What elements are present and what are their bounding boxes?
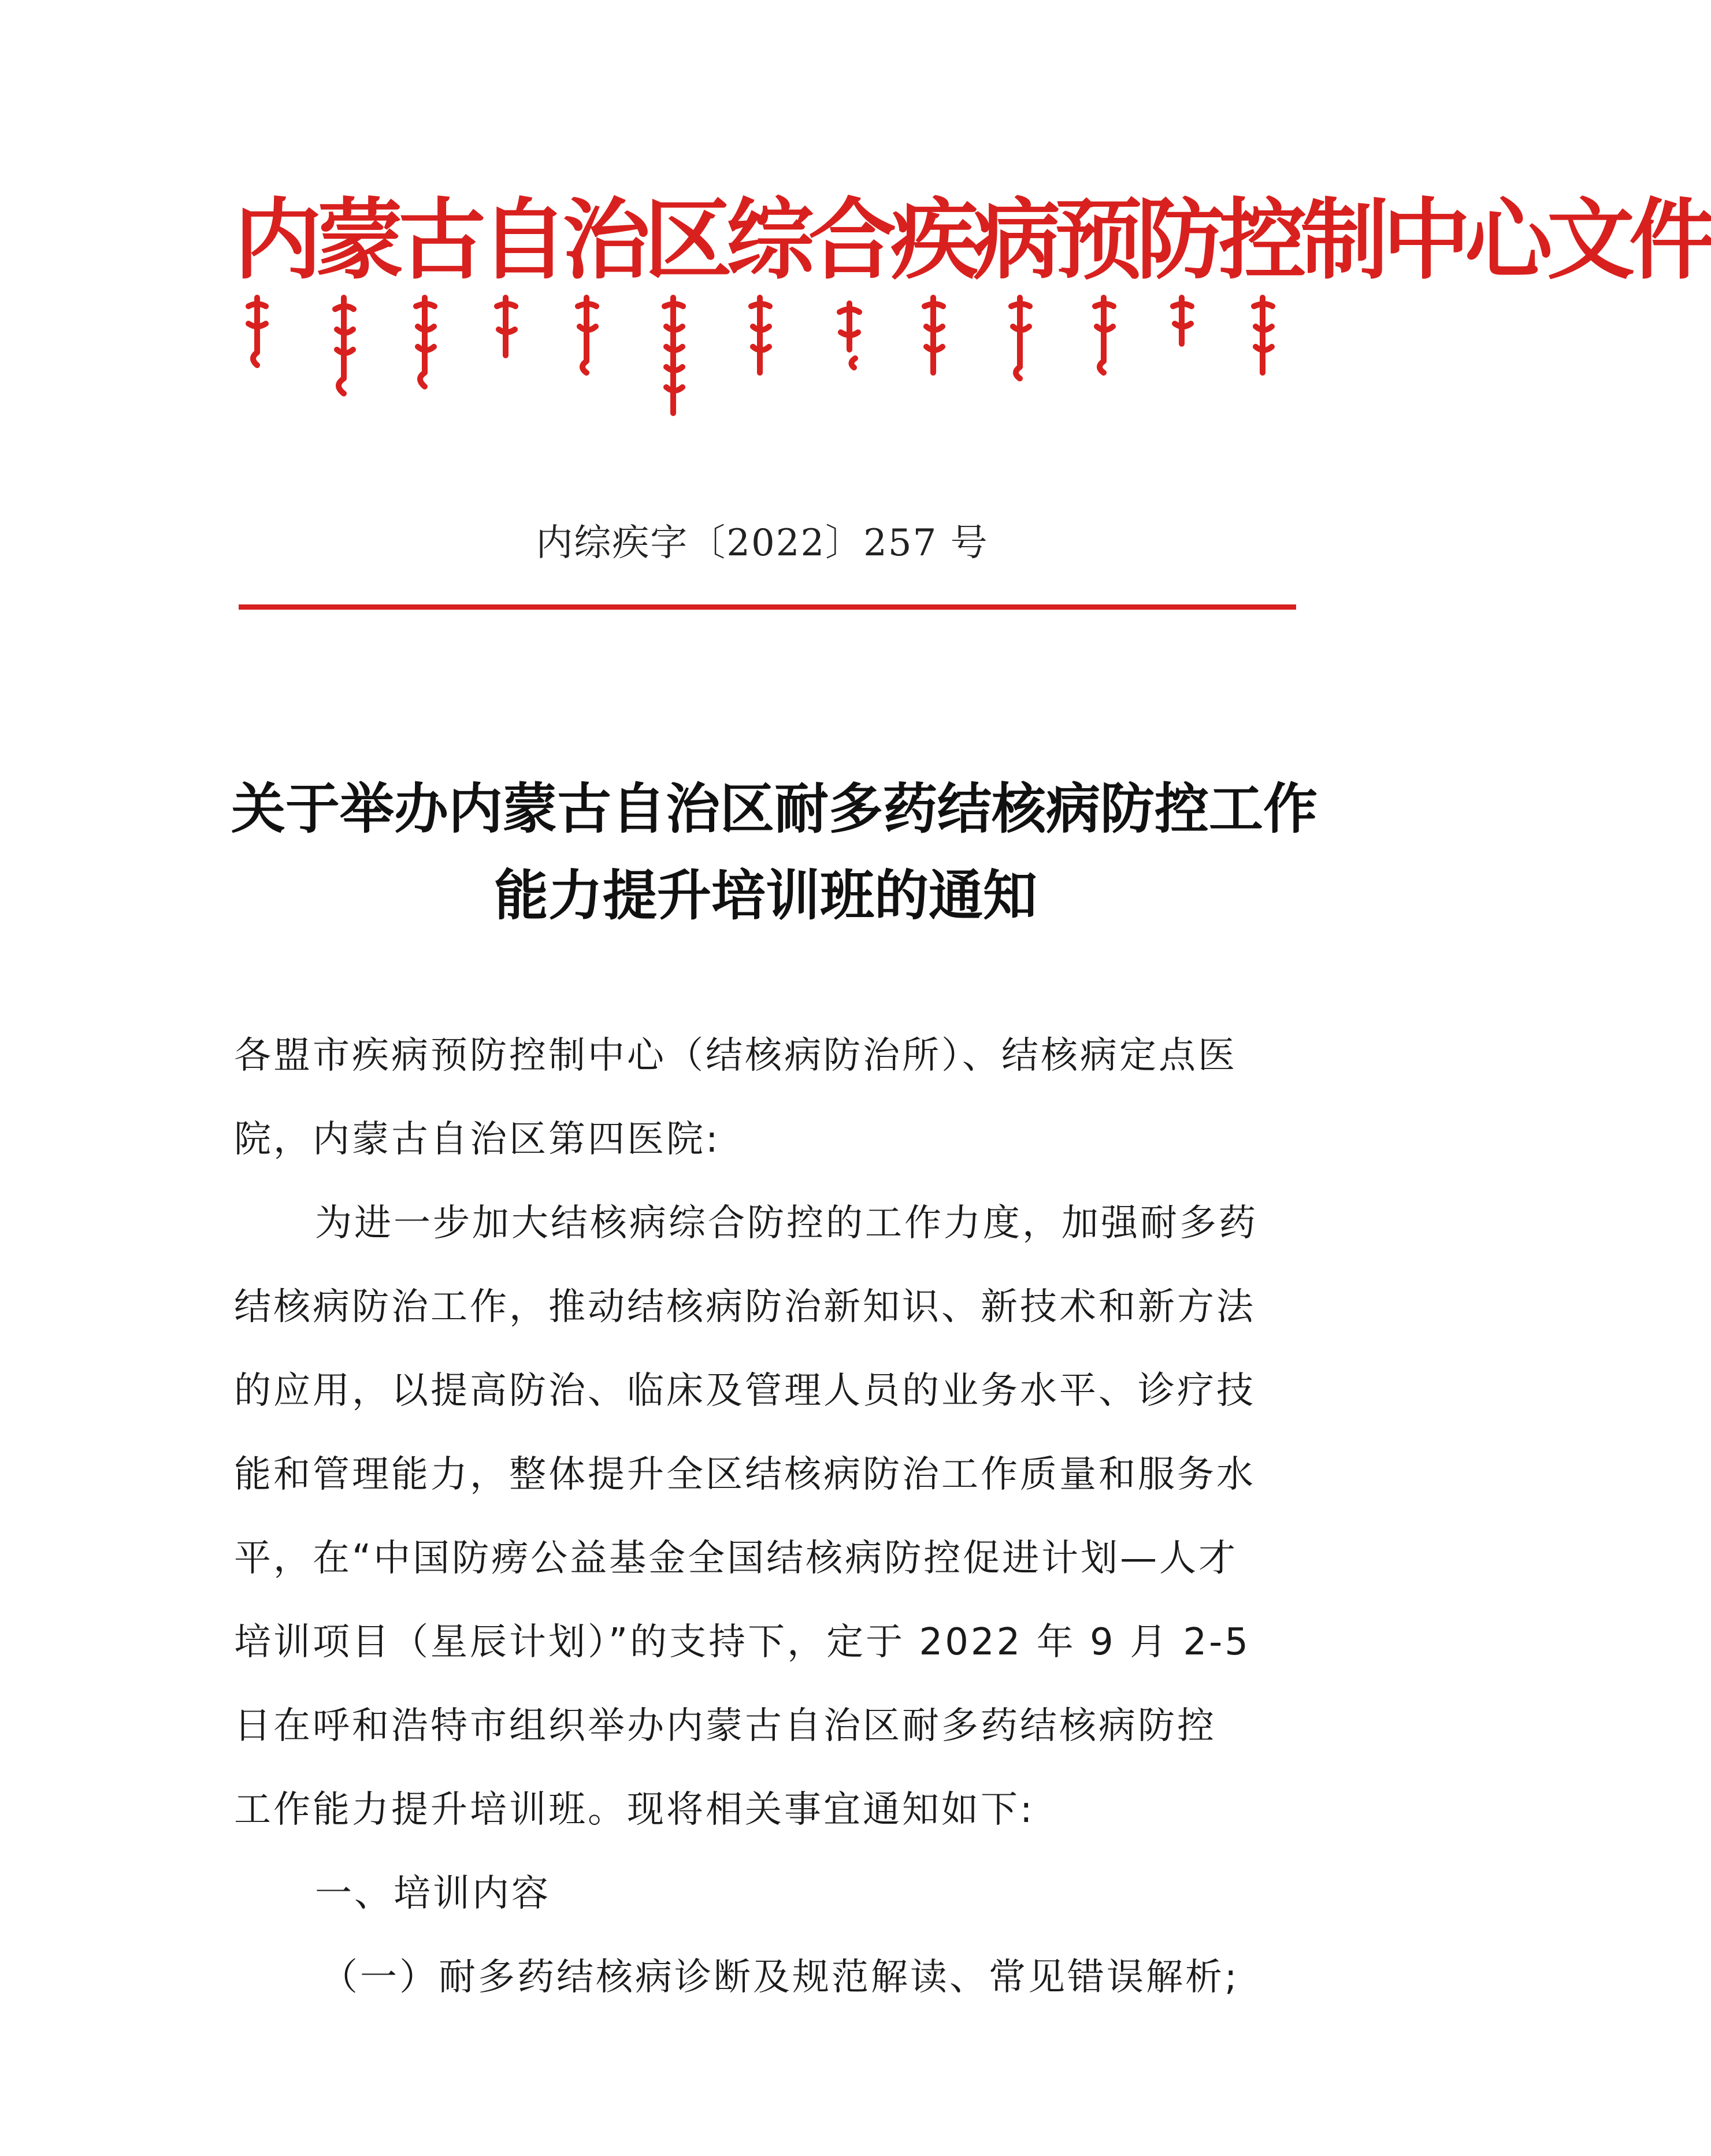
paragraph-line: 能和管理能力，整体提升全区结核病防治工作质量和服务水: [234, 1453, 1256, 1496]
list-item: （一）耐多药结核病诊断及规范解读、常见错误解析;: [321, 1956, 1239, 1999]
notice-body: [234, 1014, 1294, 2020]
notice-title: [231, 766, 1318, 939]
mongolian-script-graphic: [234, 289, 1297, 428]
header-divider: [239, 604, 1296, 610]
notice-title-line: 关于举办内蒙古自治区耐多药结核病防控工作: [231, 777, 1318, 841]
section-heading: 一、培训内容: [315, 1872, 551, 1915]
paragraph-line: 为进一步加大结核病综合防控的工作力度，加强耐多药: [315, 1202, 1258, 1245]
document-number: 内综疾字〔2022〕257 号: [536, 522, 989, 565]
paragraph-line: 培训项目（星辰计划）”的支持下，定于 2022 年 9 月 2-5: [234, 1621, 1250, 1664]
paragraph-line: 的应用，以提高防治、临床及管理人员的业务水平、诊疗技: [234, 1370, 1256, 1412]
addressee-line: 各盟市疾病预防控制中心（结核病防治所）、结核病定点医: [234, 1034, 1237, 1077]
notice-title-line: 能力提升培训班的通知: [493, 864, 1037, 927]
paragraph-line: 结核病防治工作，推动结核病防治新知识、新技术和新方法: [234, 1286, 1256, 1329]
addressee-line: 院，内蒙古自治区第四医院:: [234, 1118, 721, 1161]
issuing-org-title: 内蒙古自治区综合疾病预防控制中心文件: [234, 188, 1711, 291]
paragraph-line: 平，在“中国防痨公益基金全国结核病防控促进计划—人才: [234, 1537, 1238, 1580]
mongolian-script-title: [234, 289, 1297, 428]
paragraph-line: 日在呼和浩特市组织举办内蒙古自治区耐多药结核病防控: [234, 1705, 1216, 1747]
paragraph-line: 工作能力提升培训班。现将相关事宜通知如下:: [234, 1788, 1035, 1831]
